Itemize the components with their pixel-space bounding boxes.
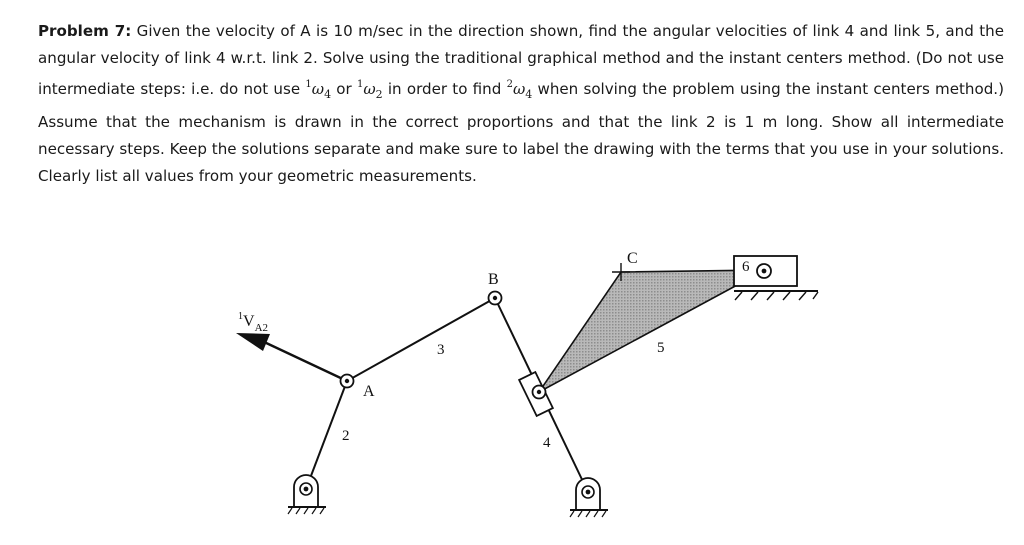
link-2 [306,381,347,489]
link-5-triangle [539,270,765,392]
joint-slider-pin [533,386,546,399]
point-a-label: A [363,383,375,400]
omega-1-4: $^1\omega_4$ [305,79,332,102]
problem-text-1: Given the velocity of A is 10 m/sec in the direction shown, find the angular velocities of link 4 and link 5, and the angular velocity of link 4 w.r.t. link 2. Solve using the traditional graphical method and the instant centers method. (Do not use intermediate steps: i.e. do not use [38,22,1004,99]
problem-text-or: or [331,80,357,99]
ground-pivot-4 [570,478,608,517]
omega-1-2: $^1\omega_2$ [356,79,383,102]
velocity-label: $^1V_{A2}$ [238,311,269,334]
link-3-label: 3 [437,342,445,358]
omega-2-4: $^2\omega_4$ [506,79,533,102]
point-b-label: B [488,271,499,288]
link-5-label: 5 [657,340,665,356]
joint-b [489,292,502,305]
ground-pivot-2 [288,475,326,514]
problem-text-2: in order to find [382,80,507,99]
joint-a [341,375,354,388]
link-2-label: 2 [342,428,350,444]
link-6-label: 6 [742,259,750,275]
problem-title: Problem 7: [38,22,132,40]
link-3 [347,298,495,381]
point-c-label: C [627,250,638,267]
link-4-label: 4 [543,435,551,451]
problem-text-3: when solving the problem using the instant centers method.) Assume that the mechanism is drawn in the correct proportions and that the link 2 is 1 m long. Show all intermediate necessary steps. Keep the solutions separate and make sure to label the drawing with the terms that you use in your solutions. Clearly list all values from your geometric measurements. [38,80,1004,186]
joint-ground-slider [757,264,771,278]
velocity-arrow [236,333,347,381]
